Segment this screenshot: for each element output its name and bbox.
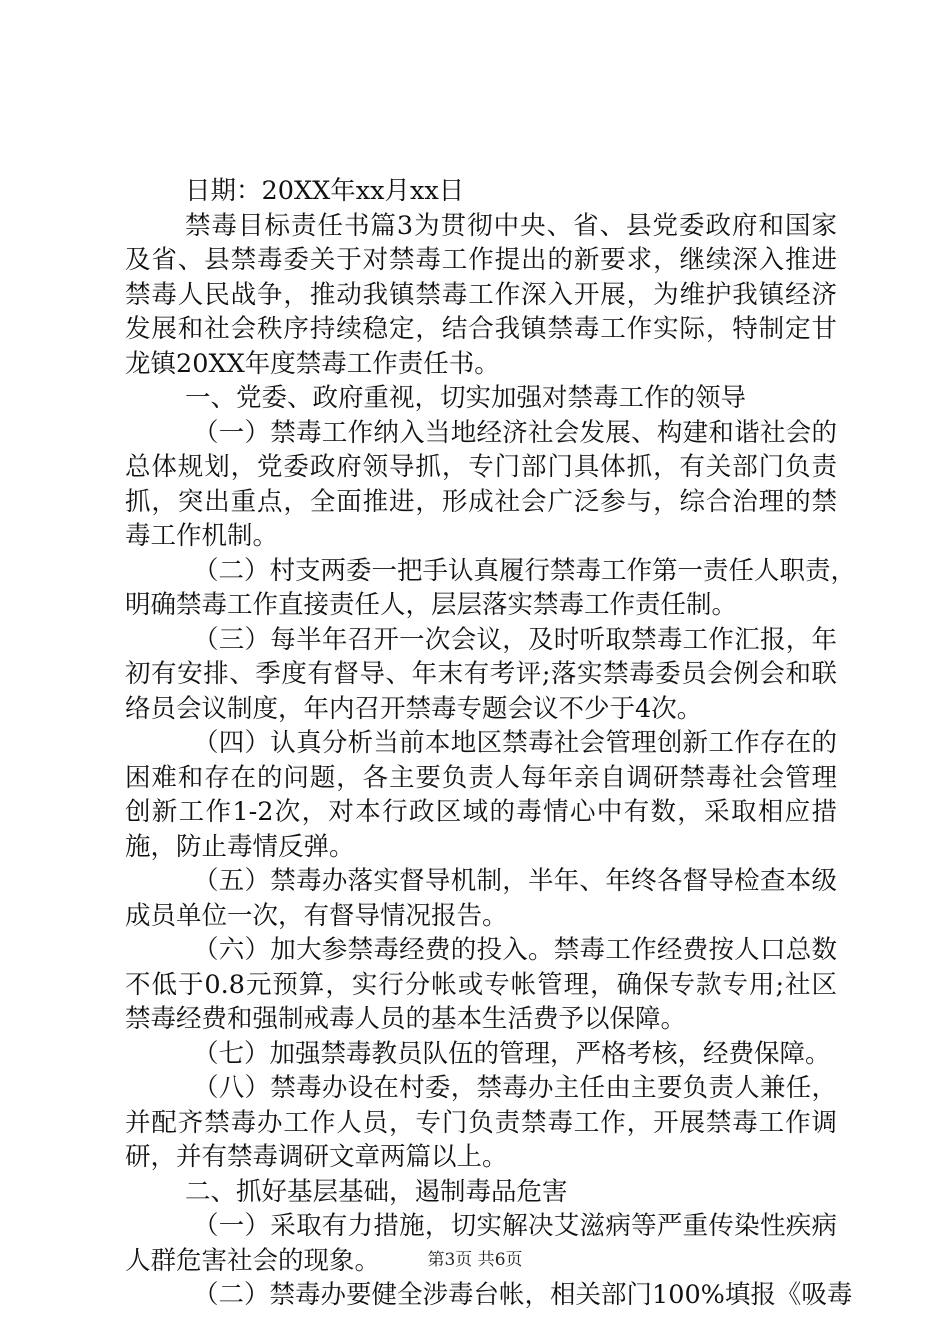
paragraph-line: （二）禁毒办要健全涉毒台帐，相关部门100%填报《吸毒 <box>193 1280 853 1310</box>
paragraph-line: 发展和社会秩序持续稳定，结合我镇禁毒工作实际，特制定甘 <box>125 314 837 344</box>
paragraph-line: 抓，突出重点，全面推进，形成社会广泛参与，综合治理的禁 <box>125 486 837 517</box>
paragraph-line: 人群危害社会的现象。 <box>125 1245 381 1276</box>
paragraph-line: （六）加大参禁毒经费的投入。禁毒工作经费按人口总数 <box>193 935 837 965</box>
paragraph-line: 研，并有禁毒调研文章两篇以上。 <box>125 1142 508 1172</box>
document-body <box>125 174 857 1313</box>
paragraph-line: 络员会议制度，年内召开禁毒专题会议不少于4次。 <box>125 693 703 724</box>
paragraph-line: 不低于0.8元预算，实行分帐或专帐管理，确保专款专用;社区 <box>125 969 837 1000</box>
paragraph-line: 龙镇20XX年度禁毒工作责任书。 <box>125 348 500 379</box>
paragraph-line: （五）禁毒办落实督导机制，半年、年终各督导检查本级 <box>193 866 837 896</box>
paragraph-line: 困难和存在的问题，各主要负责人每年亲自调研禁毒社会管理 <box>125 762 837 793</box>
paragraph-line: 毒工作机制。 <box>125 521 279 551</box>
paragraph-line: 初有安排、季度有督导、年末有考评;落实禁毒委员会例会和联 <box>125 659 837 689</box>
paragraph-line: 总体规划，党委政府领导抓，专门部门具体抓，有关部门负责 <box>125 452 837 482</box>
paragraph-line: 创新工作1-2次，对本行政区域的毒情心中有数，采取相应措 <box>125 797 837 827</box>
paragraph-line: 禁毒目标责任书篇3为贯彻中央、省、县党委政府和国家 <box>185 210 837 241</box>
paragraph-line: 明确禁毒工作直接责任人，层层落实禁毒工作责任制。 <box>125 590 738 620</box>
paragraph-line: （一）禁毒工作纳入当地经济社会发展、构建和谐社会的 <box>193 417 837 448</box>
paragraph-line: （三）每半年召开一次会议，及时听取禁毒工作汇报，年 <box>193 624 837 655</box>
paragraph-line: 成员单位一次，有督导情况报告。 <box>125 900 508 931</box>
paragraph-line: （八）禁毒办设在村委，禁毒办主任由主要负责人兼任， <box>193 1073 837 1103</box>
paragraph-line: （一）采取有力措施，切实解决艾滋病等严重传染性疾病 <box>193 1211 837 1241</box>
paragraph-line: 禁毒经费和强制戒毒人员的基本生活费予以保障。 <box>125 1004 687 1034</box>
paragraph-line: 及省、县禁毒委关于对禁毒工作提出的新要求，继续深入推进 <box>125 245 837 275</box>
paragraph-line: 施，防止毒情反弹。 <box>125 831 355 862</box>
page-number-footer: 第3页 共6页 <box>427 1250 523 1270</box>
date-line: 日期：20XX年xx月xx日 <box>185 176 465 206</box>
section-heading-1: 一、党委、政府重视，切实加强对禁毒工作的领导 <box>185 383 747 413</box>
paragraph-line: （七）加强禁毒教员队伍的管理，严格考核，经费保障。 <box>193 1038 831 1069</box>
paragraph-line: （四）认真分析当前本地区禁毒社会管理创新工作存在的 <box>193 728 837 758</box>
paragraph-line: 并配齐禁毒办工作人员，专门负责禁毒工作，开展禁毒工作调 <box>125 1107 837 1138</box>
paragraph-line: 禁毒人民战争，推动我镇禁毒工作深入开展，为维护我镇经济 <box>125 279 837 310</box>
section-heading-2: 二、抓好基层基础，遏制毒品危害 <box>185 1176 568 1207</box>
paragraph-line: （二）村支两委一把手认真履行禁毒工作第一责任人职责， <box>193 555 857 586</box>
